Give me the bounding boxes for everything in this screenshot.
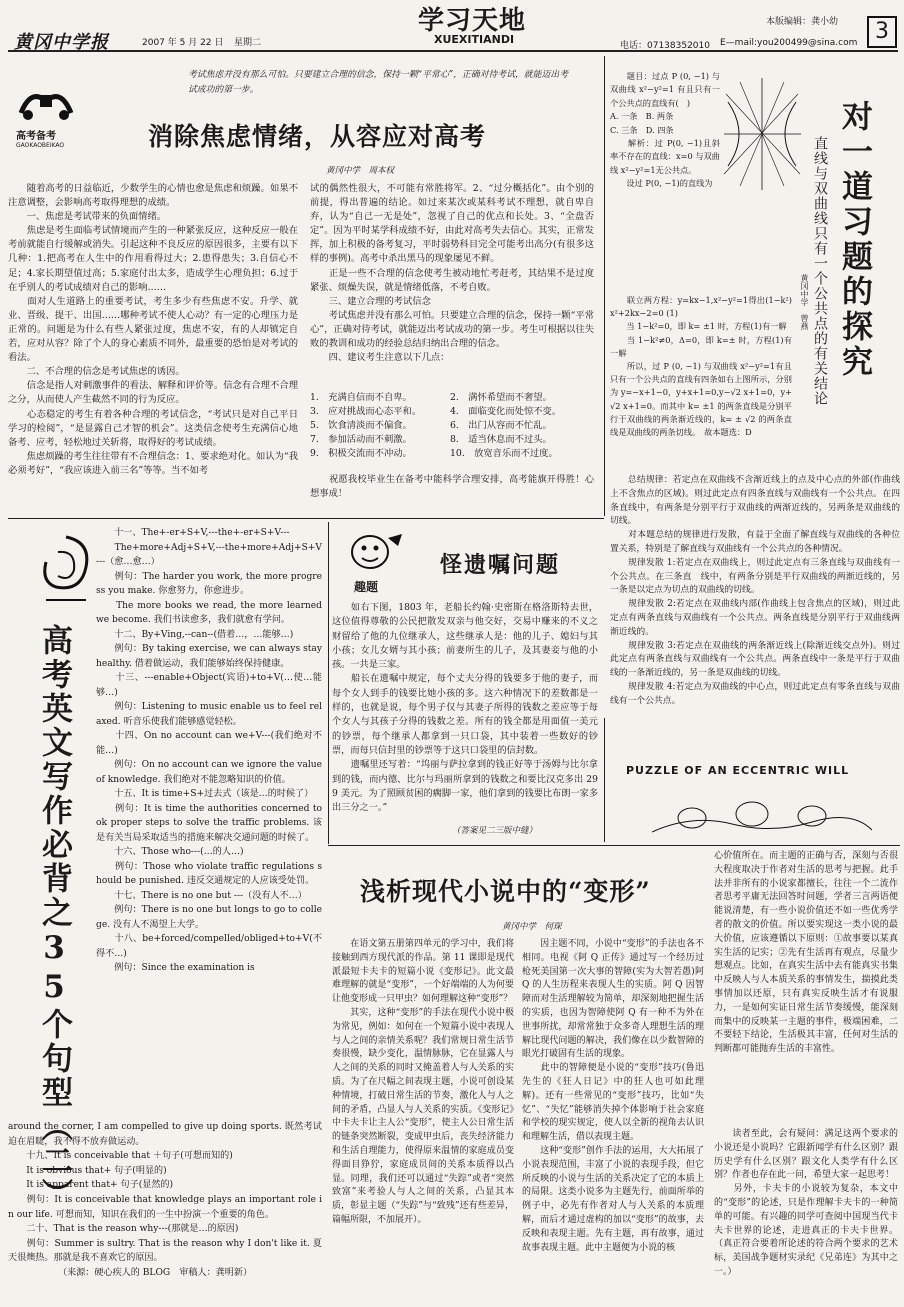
math-problem: 题目：过点 P (0, −1) 与双曲线 x²−y²=1 有且只有一个公共点的直线有( ) A. 一条 B. 两条 C. 三条 D. 四条 解析：过 P(0, −1)且斜率不存在的直线：x=0 与双曲线 x²−y²=1无公共点。 设过 P(0, −1)的直线为 bbox=[610, 71, 720, 189]
gaokao-article bbox=[8, 55, 600, 515]
novel-title: 浅析现代小说中的“变形” bbox=[360, 877, 651, 906]
gaokao-closing: 祝愿我校毕业生在备考中能科学合理安排，高考能旗开得胜！心想事成！ bbox=[310, 474, 594, 500]
section-pinyin: XUEXITIANDI bbox=[434, 33, 515, 46]
puzzle-article bbox=[332, 522, 600, 842]
scroll-decoration-icon bbox=[36, 532, 96, 602]
gaokao-logo-pinyin: GAOKAOBEIKAO bbox=[16, 142, 65, 149]
english-col2: around the corner, I am compelled to give up doing sports. 既然考试迫在眉睫，我不得不放弃做运动。 十九、It is conceivable that ＋句子(可想而知的) It is obvious that+ 句子(明显的) It is apparent that+ 句子(显然的) 例句：It is conceivable that knowledge plays an important role in our life. 可想而知，知识在我们的一生中扮演一个重要的角色。 二十、That is the reason why---(那就是…的原因) 例句：Summer is sultry. That is the reason why I don't like it. 夏天很燠热。那就是我不喜欢它的原因。 （来源：硬心疾人的 BLOG 审稿人：龚明新） bbox=[8, 1122, 322, 1278]
gaokao-author: 黄冈中学 周本权 bbox=[326, 166, 395, 176]
english-logo bbox=[36, 532, 96, 602]
editor-line: 本版编辑：龚小幼 bbox=[766, 17, 839, 27]
gaokao-logo-text: 高考备考 bbox=[16, 131, 56, 142]
tip-item: 8. 适当休息而不过头。 bbox=[450, 434, 552, 446]
gaokao-col2: 试的偶然性很大，不可能有常胜将军。2、“过分概括化”。由个别的前提，得出普遍的结论。如过来某次或某科考试不理想，就自卑自弃，认为“自己一无是处”，忽视了自己的优点和长处。3、“全盘否定”。因为平时某学科成绩不好，由此对高考失去信心。其实，正常发挥，加上积极的备考复习，平时弱势科目完全可能考出高分(有很多这样的事例)。高考中杀出黑马的现象屡见不鲜。 正是一些不合理的信念使考生被动地忙考赶考，其结果不是过度紧张、烦燥失误，就是情绪低落，不考自败。 三、建立合理的考试信念 考试焦虑并没有那么可怕。只要建立合理的信念，保持一颗“平常心”，正确对待考试，就能迈出考试成功的第一步。考生可根据以往失败的教训和成功的经验总结归纳出合理的信念。 四、建议考生注意以下几点： bbox=[310, 183, 594, 364]
math-summary: 总结规律：若定点在双曲线不含渐近线上的点及中心点的外部(作曲线上不含焦点的区域)。则过此定点有四条直线与双曲线有一个公共点。在四条直线中，有两条是分别平行于双曲线的两渐近线的，另两条是双曲线的切线。 对本题总结的规律进行发散，有益于全面了解直线与双曲线的各种位置关系，特别是了解直线与双曲线有一个公共点的各种情况。 规律发散 1:若定点在双曲线上，则过此定点有三条直线与双曲线有一个公共点。在三条直 线中，有两条分别是平行双曲线的两渐近线的，另一条是以定点为切点的双曲线的切线。 规律发散 2:若定点在双曲线内部(作曲线上包含焦点的区域)，则过此定点有两条直线与双曲线有一个公共点。两条直线是分别平行于双曲线两渐近线的。 规律发散 3:若定点在双曲线的两条渐近线上(除渐近线交点外)。则过此定点有两条直线与双曲线有一个公共点。两条直线中一条是平行于双曲线的一条渐近线的，另一条是双曲线的切线。 规律发散 4:若定点为双曲线的中心点，则过此定点有零条直线与双曲线有一个公共点。 bbox=[610, 475, 900, 706]
english-article bbox=[8, 522, 326, 1306]
bags-illustration-icon bbox=[652, 784, 872, 834]
tip-item: 5. 饮食清淡而不偏食。 bbox=[310, 420, 412, 432]
english-title: 高考英文写作必背之35个句型（二） bbox=[36, 624, 72, 1212]
novel-article bbox=[330, 846, 902, 1306]
page-number: 3 bbox=[867, 16, 897, 48]
banner-illustration bbox=[652, 784, 872, 834]
issue-date: 2007 年 5 月 22 日 bbox=[142, 38, 224, 48]
tip-item: 7. 参加活动而不刺激。 bbox=[310, 434, 412, 446]
puzzle-banner bbox=[612, 722, 896, 840]
section-title: 学习天地 bbox=[418, 6, 527, 36]
tip-item: 1. 充满自信而不自卑。 bbox=[310, 392, 412, 403]
paper-name: 黄冈中学报 bbox=[14, 32, 109, 53]
puzzle-face-icon bbox=[340, 530, 410, 574]
puzzle-banner-text: PUZZLE OF AN ECCENTRIC WILL bbox=[626, 764, 850, 777]
math-author: 黄冈中学 曾燕 bbox=[800, 274, 809, 330]
phone-line: 电话：07138352010 bbox=[620, 41, 710, 51]
tip-item: 10. 放宽音乐而不过度。 bbox=[450, 448, 558, 460]
tip-item: 3. 应对挑战而心态平和。 bbox=[310, 406, 422, 418]
novel-author: 黄冈中学 何琛 bbox=[502, 922, 562, 932]
tip-item: 4. 面临变化而处惊不变。 bbox=[450, 406, 562, 418]
tip-item: 2. 满怀希望而不奢望。 bbox=[450, 392, 552, 403]
gaokao-intro: 考试焦虑并没有那么可怕。只要建立合理的信念，保持一颗“平常心”，正确对待考试，就能迈出考试成功的第一步。 bbox=[188, 70, 568, 95]
puzzle-body: 如右下图，1803 年，老船长约翰·史密斯在格洛斯特去世，这位值得尊敬的公民把散发双亲与他交好，交易中赚来的不义之财留给了他的九位继承人，这些继承人是：他的儿子、媳妇与其小孩；女儿女婿与其小孩；前妻所生的儿子，及其妻妾与他的小孩。一共是三家。 船长在遗嘱中规定，每个丈夫分得的钱要多于他的妻子，而每个女人到手的钱要比她小孩的多。这六种情况下的差数都是一样的，也就是说，每个男子仅与其妻子所得的钱数之差应等于每个女人与其孩子分得的钱数之差。所有的钱全都是用面值一美元的钞票，每个继承人都拿到一只口袋，其中装着一些数好的钞票，而每只信封里的钞票等于这只口袋里的信封数。 遗嘱里还写着：“坞丽与萨拉拿到的钱正好等于汤姆与比尔拿到的钱，而内德、比尔与玛丽所拿到的钱数之和要比汉克多出 299 美元。为了照顾贫困的瘸脚一家，他们拿到的钱要比布朗一家多出三分之一。” bbox=[332, 602, 599, 814]
gaokao-logo-icon bbox=[16, 83, 76, 123]
math-figure bbox=[720, 74, 805, 194]
gaokao-tips bbox=[310, 391, 594, 461]
math-subtitle: 直线与双曲线只有一个公共点的有关结论 bbox=[812, 136, 828, 406]
puzzle-ref: （答案见二三版中缝） bbox=[452, 826, 538, 836]
tip-item: 9. 积极交流而不冲动。 bbox=[310, 448, 412, 460]
masthead bbox=[0, 0, 904, 52]
math-solution: 联立两方程：y=kx−1,x²−y²=1得出(1−k²)x²+2kx−2=0 (1) 当 1−k²=0，即 k= ±1 时，方程(1)有一解 当 1−k²≠0，Δ=0，即 k=± 时，方程(1)有一解 所以，过 P (0, −1) 与双曲线 x²−y²=1有且只有一个公共点的直线有四条如右上图所示，分别为 y=−x+1−0，y+x+1=0,y−√2 x+1=0，y+√2 x+1=0。而其中 k= ±1 的两条直线是分别平行于双曲线的两条渐近线的，k= ± √2 的两条直线是双曲线的两条切线。 故本题选：D bbox=[610, 295, 792, 438]
math-article bbox=[610, 56, 902, 716]
gaokao-title: 消除焦虑情绪，从容应对高考 bbox=[148, 122, 487, 151]
novel-col1: 在语文第五册第四单元的学习中，我们将接触到西方现代派的作品。第 11 课即是现代派最短卡夫卡的短篇小说《变形记》。此文最难理解的就是“变形”，一个好端端的人为何要让他变形成一只甲虫？如何理解这种“变形”？ 其实，这种“变形”的手法在现代小说中极为常见，例如：如何在一个短篇小说中表现人与人之间的亲情关系呢？我们常规日常生活节奏很慢，缺少变化，温情脉脉，它在显露人与人之间的关系的同时又掩盖着人与人关系的实质。为了在尺幅之间表现主题，小说可创设某种情境，打破日常生活的节奏，激化人与人之间的矛盾，凸显人与人关系的实质。《变形记》中卡夫卡让主人公“变形”，使主人公日常生活的链条突然断裂，变成甲虫后，丧失经济能力和生活自理能力，使得原来温情的家庭成员变得面目狰狞，家庭成员间的关系本质得以凸显。同理，我们还可以通过“失踪”或者“突然致富”来考验人与人之间的关系，凸显其本质，彰显主题（“失踪”与“致残”还有些差异，篇幅所限，不加展开）。 bbox=[332, 939, 514, 1225]
puzzle-title: 怪遗嘱问题 bbox=[440, 552, 561, 578]
puzzle-logo-text: 趣题 bbox=[354, 580, 379, 594]
novel-col3-bottom: 读者至此，会有疑问：满足这两个要求的小说还是小说吗？它跟新闻学有什么区别？跟历史学有什么区别？跟文化人类学有什么区别？作者也存在此一问，希望大家一起思考！ 另外，卡夫卡的小说较为复杂，本文中的“变形”的论述，只是作理解卡夫卡的一种简单的可能。有兴趣的同学可查阅中国现当代卡夫卡世界的论述，走进真正的卡夫卡世界。（真正符合要着所论述的符合两个要求的艺术标，美国战争题材实录纪《兄弟连》为其中之一。） bbox=[714, 1129, 898, 1277]
gaokao-col1: 随着高考的日益临近，少数学生的心情也愈是焦虑和烦躁。如果不注意调整，会影响高考取得理想的成绩。 一、焦虑是考试带来的负面情绪。 焦虑是考生面临考试情境而产生的一种紧张反应，这种反应一般在考前就能自行缓解或消失。引起这种不良反应的原因很多，主要有以下几种：1.把高考在人生中的作用看得过大；2.患得患失；3.自信心不足；4.家长期望值过高；5.家庭付出太多，造成学生心理负担；6.过于在乎别人的考试成绩对自己的影响…… 面对人生道路上的重要考试，考生多少有些焦虑不安。升学、就业、晋级、提干、出国……哪种考试不使人心动？有一定的心理压力是正常的。问题是为什么有些人紧张过度，焦虑不安，有的人却镇定自若，应对从容？除了个人的身心素质不同外，最重要的恐怕是对考试的看法。 二、不合理的信念是考试焦虑的诱因。 信念是指人对刺激事件的看法、解释和评价等。信念有合理不合理之分，从而使人产生截然不同的行为反应。 心态稳定的考生有着各种合理的考试信念，“考试只是对自己平日学习的检阅”，“是显露自己才智的机会”。这类信念使考生充满信心地备考、应考，轻松地过关斩将，取得好的考试成绩。 焦虑烦躁的考生往往带有不合理信念：1、要求绝对化。如认为“我必须考好”，“我应该进入前三名”等等。当不如考 bbox=[8, 183, 298, 476]
email-line: E—mail:you200499@sina.com bbox=[720, 38, 858, 48]
issue-weekday: 星期二 bbox=[234, 38, 262, 48]
gaokao-logo bbox=[16, 83, 86, 149]
puzzle-logo bbox=[340, 530, 414, 594]
english-col1: 十一、The+-er+S+V,---the+-er+S+V--- The+more+Adj+S+V,---the+more+Adj+S+V---（愈…愈…） 例句：The harder you work, the more progress you make. 你愈努力，你愈进步。 The more books we read, the more learned we become. 我们书读愈多，我们就愈有学问。 十二、By+Ving,--can--(借着…，…能够…) 例句：By taking exercise, we can always stay healthy. 借着做运动，我们能够始终保持健康。 十三、---enable+Object(宾语)+to+V(…使…能够…) 例句：Listening to music enable us to feel relaxed. 听音乐使我们能够感觉轻松。 十四、On no account can we+V---(我们绝对不能…) 例句：On no account can we ignore the value of knowledge. 我们绝对不能忽略知识的价值。 十五、It is time+S+过去式（该是…的时候了） 例句：It is time the authorities concerned took proper steps to solve the traffic problems. 该是有关当局采取适当的措施来解决交通问题的时候了。 十六、Those who---(…的人…) 例句：Those who violate traffic regulations should be punished. 违反交通规定的人应该受处罚。 十七、There is no one but ---（没有人不…） 例句：There is no one but longs to go to college. 没有人不渴望上大学。 十八、be+forced/compelled/obliged+to+V(不得不…) 例句：Since the examination is bbox=[96, 528, 322, 973]
math-title: 对一道习题的探究 bbox=[836, 100, 872, 380]
novel-col2: 因主题不同，小说中“变形”的手法也各不相同。电视《阿 Q 正传》通过写一个经历过枪死美国第一次大事的智障(实为大智若愚)阿 Q 的人生历程来表现人生的实质。阿 Q 因智障而对生活理解较为简单，却深刻地把握生活的实质，也因为智障使阿 Q 有一种不为外在世事所扰，却常常独于众多奇人理想生活的理解比现代问题的解决，我们像在以少数智障的眼光打破固有生活的现象。 此中的智障便是小说的“变形”技巧(鲁迅先生的《狂人日记》中的狂人也可如此理解)。还有一些常见的“变形”技巧，比如“失忆”、“失忆”能够消失掉个体影响于社会家庭和学校的现实规定，使人以全新的视角去认识和理解生活，借以表现主题。 这种“变形”创作手法的运用，大大拓展了小说表现范围，丰富了小说的表现手段，但它所反映的小说与生活的关系决定了它的本质上的局限。这类小说多为主题先行，前面所举的例子中，必先有作者对人与人关系的本质理解，而后才通过虚构的加以“变形”的故事，去反映和表现主题。先有主题，再有故事，通过故事表现主题。此中主题便为小说的核 bbox=[522, 939, 704, 1253]
hyperbola-diagram-icon bbox=[720, 74, 805, 194]
novel-col3-top: 心价值所在。而主题的正确与否，深刻与否很大程度取决于作者对生活的思考与把握。此手法并非所有的小说家都擅长，往往一个二流作者思考平庸无法回答时问题，学者三言两语便能说清楚，有一些小说价值还不如一些优秀学者的散文的价值。所以要实现这一类小说的最大价值，应该遵循以下原则：①故事要以某真实生活的记实；②先有生活再有观点，尽量少想观点。比如，在真实生活中去有能真实书集中反映人与人本质关系的事情发生，揣摸此类事情加以还原，只有真实反映生活才有说服力，一是如何实证日常生活节奏缓慢，能深刻而集中的反映某一主题的事件，极端困难，二不要轻下结论，生活极其丰富，任何对生活的判断都可能抛弃生活的丰富性。 bbox=[714, 851, 898, 1055]
tip-item: 6. 出门从容而不忙乱。 bbox=[450, 420, 552, 432]
